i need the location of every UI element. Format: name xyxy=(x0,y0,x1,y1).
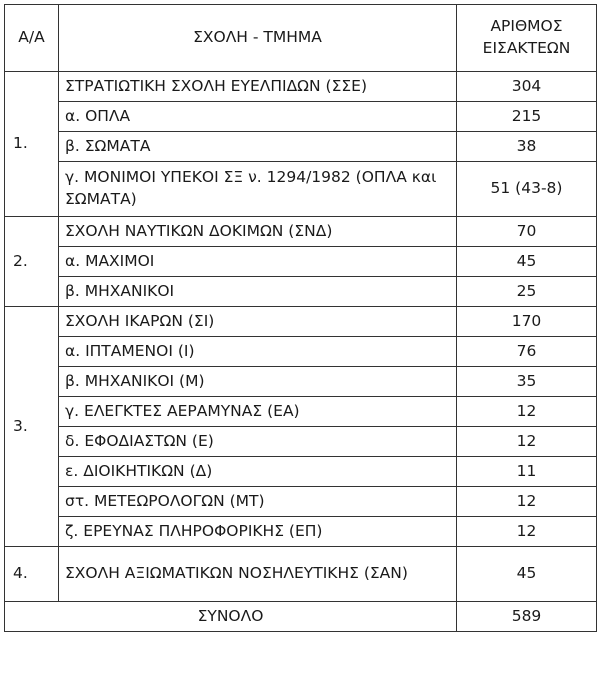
admission-count: 51 (43-8) xyxy=(457,162,597,217)
total-row xyxy=(5,602,597,632)
table-row xyxy=(5,517,597,547)
school-name: β. ΜΗΧΑΝΙΚΟΙ xyxy=(59,277,457,307)
table-row xyxy=(5,247,597,277)
table-row xyxy=(5,337,597,367)
school-name: β. ΣΩΜΑΤΑ xyxy=(59,132,457,162)
admission-count: 38 xyxy=(457,132,597,162)
table-row xyxy=(5,217,597,247)
table-row xyxy=(5,307,597,337)
table-row xyxy=(5,367,597,397)
table-row xyxy=(5,72,597,102)
school-name: ΣΤΡΑΤΙΩΤΙΚΗ ΣΧΟΛΗ ΕΥΕΛΠΙΔΩΝ (ΣΣΕ) xyxy=(59,72,457,102)
admission-count: 12 xyxy=(457,427,597,457)
admission-count: 12 xyxy=(457,397,597,427)
admission-count: 170 xyxy=(457,307,597,337)
admission-count: 215 xyxy=(457,102,597,132)
school-name: ΣΧΟΛΗ ΑΞΙΩΜΑΤΙΚΩΝ ΝΟΣΗΛΕΥΤΙΚΗΣ (ΣΑΝ) xyxy=(59,547,457,602)
admission-count: 304 xyxy=(457,72,597,102)
total-count: 589 xyxy=(457,602,597,632)
table-row xyxy=(5,547,597,602)
school-name: γ. ΜΟΝΙΜΟΙ ΥΠΕΚΟΙ ΣΞ ν. 1294/1982 (ΟΠΛΑ και ΣΩΜΑΤΑ) xyxy=(59,162,457,217)
admission-count: 45 xyxy=(457,247,597,277)
group-number: 2. xyxy=(5,217,59,307)
admission-count: 12 xyxy=(457,517,597,547)
school-name: β. ΜΗΧΑΝΙΚΟΙ (Μ) xyxy=(59,367,457,397)
header-aa: Α/Α xyxy=(5,5,59,72)
school-name: ΣΧΟΛΗ ΙΚΑΡΩΝ (ΣΙ) xyxy=(59,307,457,337)
table-row xyxy=(5,132,597,162)
admissions-table xyxy=(4,4,597,632)
school-name: ΣΧΟΛΗ ΝΑΥΤΙΚΩΝ ΔΟΚΙΜΩΝ (ΣΝΔ) xyxy=(59,217,457,247)
admission-count: 45 xyxy=(457,547,597,602)
header-count: ΑΡΙΘΜΟΣ ΕΙΣΑΚΤΕΩΝ xyxy=(457,5,597,72)
table-row xyxy=(5,427,597,457)
header-row xyxy=(5,5,597,72)
table-row xyxy=(5,457,597,487)
table-row xyxy=(5,487,597,517)
total-label: ΣΥΝΟΛΟ xyxy=(5,602,457,632)
group-number: 3. xyxy=(5,307,59,547)
school-name: α. ΜΑΧΙΜΟΙ xyxy=(59,247,457,277)
school-name: α. ΙΠΤΑΜΕΝΟΙ (Ι) xyxy=(59,337,457,367)
table-row xyxy=(5,397,597,427)
admission-count: 11 xyxy=(457,457,597,487)
admission-count: 25 xyxy=(457,277,597,307)
group-number: 1. xyxy=(5,72,59,217)
school-name: δ. ΕΦΟΔΙΑΣΤΩΝ (Ε) xyxy=(59,427,457,457)
admission-count: 70 xyxy=(457,217,597,247)
group-number: 4. xyxy=(5,547,59,602)
table-row xyxy=(5,162,597,217)
school-name: γ. ΕΛΕΓΚΤΕΣ ΑΕΡΑΜΥΝΑΣ (ΕΑ) xyxy=(59,397,457,427)
school-name: στ. ΜΕΤΕΩΡΟΛΟΓΩΝ (ΜΤ) xyxy=(59,487,457,517)
school-name: α. ΟΠΛΑ xyxy=(59,102,457,132)
table-row xyxy=(5,102,597,132)
header-school: ΣΧΟΛΗ - ΤΜΗΜΑ xyxy=(59,5,457,72)
admission-count: 12 xyxy=(457,487,597,517)
school-name: ζ. ΕΡΕΥΝΑΣ ΠΛΗΡΟΦΟΡΙΚΗΣ (ΕΠ) xyxy=(59,517,457,547)
admission-count: 76 xyxy=(457,337,597,367)
school-name: ε. ΔΙΟΙΚΗΤΙΚΩΝ (Δ) xyxy=(59,457,457,487)
table-row xyxy=(5,277,597,307)
admission-count: 35 xyxy=(457,367,597,397)
